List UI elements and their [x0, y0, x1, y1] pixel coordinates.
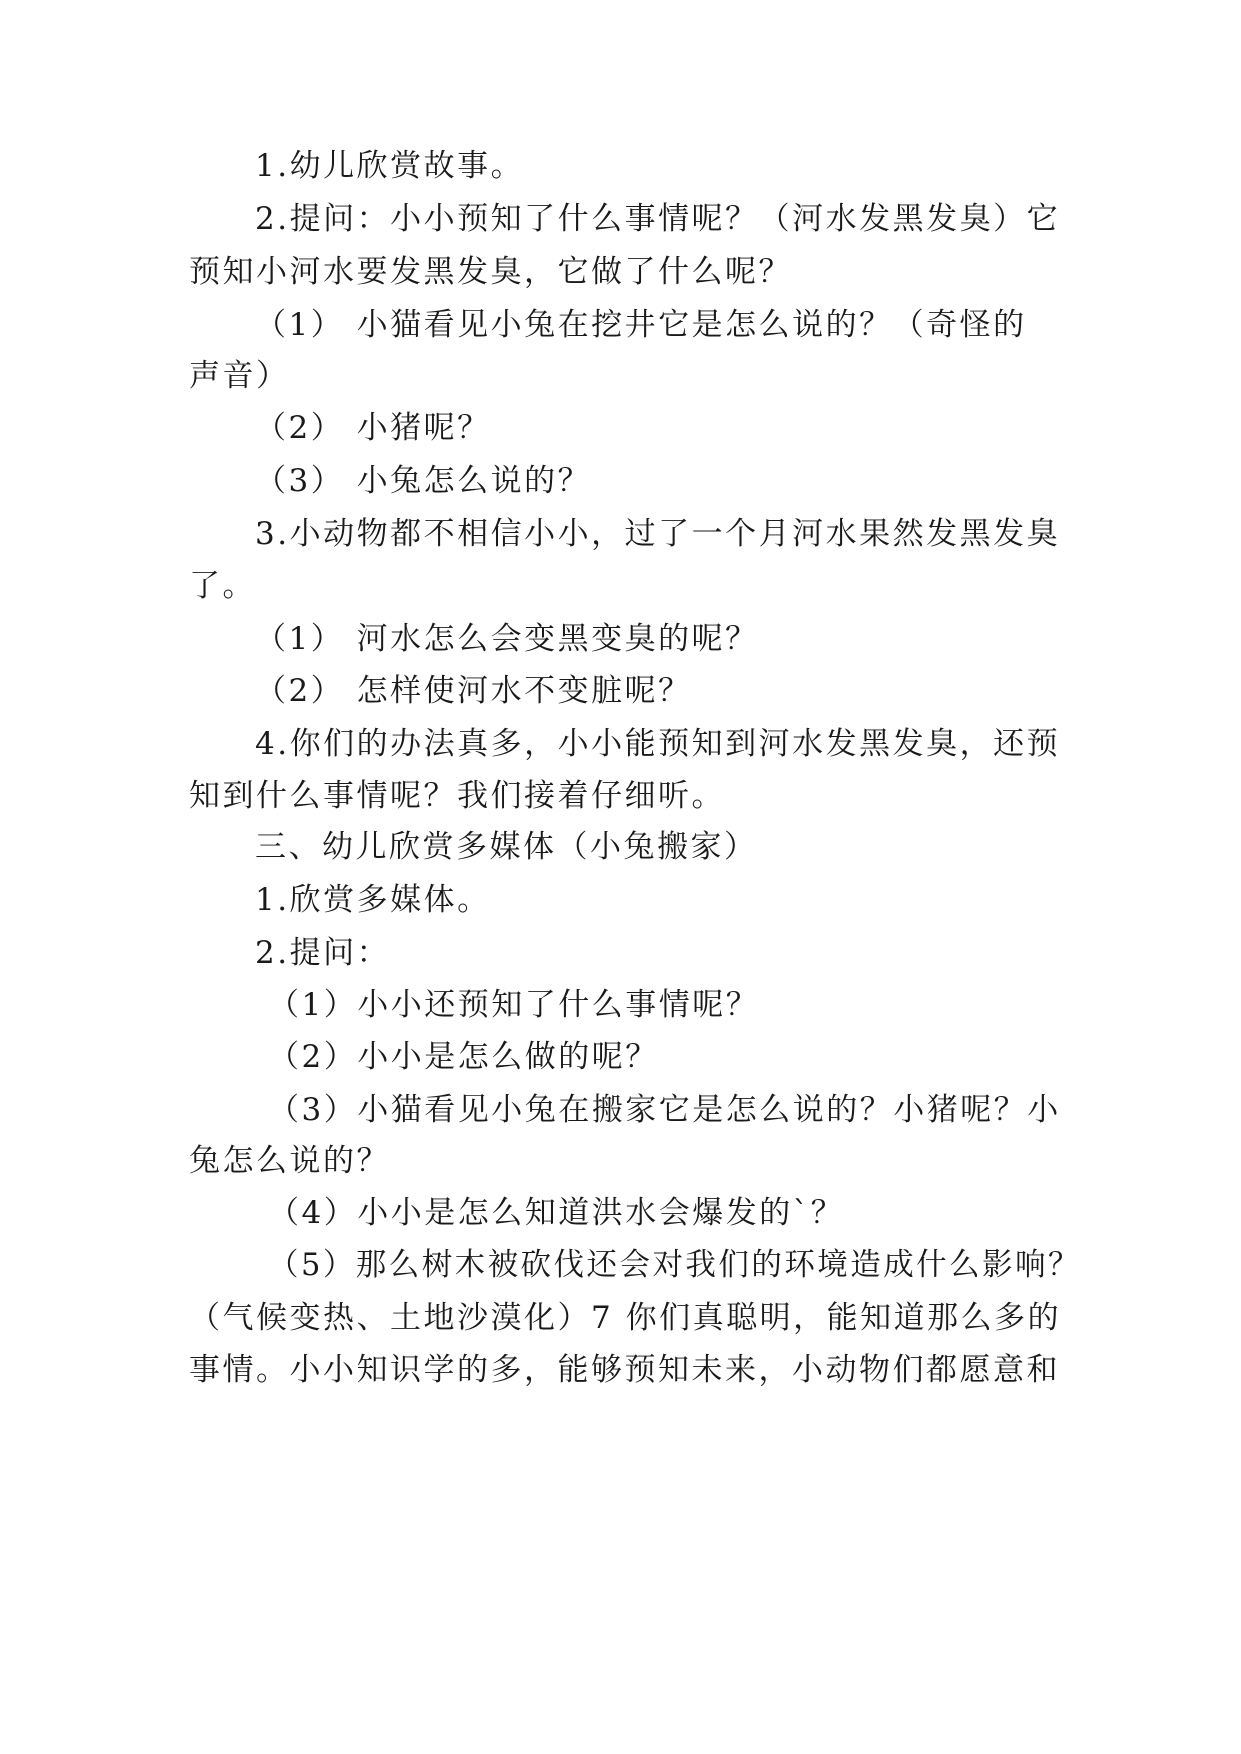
- text-line: （3） 小兔怎么说的？: [255, 463, 592, 499]
- text-line: 兔怎么说的？: [189, 1143, 390, 1179]
- text-line: 了。: [189, 568, 256, 604]
- text-line: （4）小小是怎么知道洪水会爆发的`？: [268, 1195, 845, 1231]
- text-line: （1）小小还预知了什么事情呢？: [268, 987, 760, 1023]
- text-line: 三、幼儿欣赏多媒体（小兔搬家）: [255, 829, 758, 865]
- text-line: 1.幼儿欣赏故事。: [255, 148, 525, 184]
- text-line: （1） 小猫看见小兔在挖井它是怎么说的？（奇怪的: [255, 307, 1027, 343]
- text-line: 预知小河水要发黑发臭，它做了什么呢？: [189, 254, 792, 290]
- text-line: 事情。小小知识学的多，能够预知未来，小动物们都愿意和: [189, 1352, 1060, 1388]
- text-line: 2.提问：小小预知了什么事情呢？（河水发黑发臭）它: [255, 201, 1061, 237]
- text-line: 知到什么事情呢？我们接着仔细听。: [189, 778, 725, 814]
- text-line: 2.提问：: [255, 935, 391, 971]
- text-line: 3.小动物都不相信小小，过了一个月河水果然发黑发臭: [255, 516, 1061, 552]
- text-line: 声音）: [189, 358, 290, 394]
- text-line: （2） 小猪呢？: [255, 410, 491, 446]
- text-line: 4.你们的办法真多，小小能预知到河水发黑发臭，还预: [255, 726, 1061, 762]
- text-line: （3）小猫看见小兔在搬家它是怎么说的？小猪呢？小: [268, 1092, 1061, 1128]
- text-line: （2） 怎样使河水不变脏呢？: [255, 673, 692, 709]
- text-line: 1.欣赏多媒体。: [255, 882, 491, 918]
- text-line: （5）那么树木被砍伐还会对我们的环境造成什么影响？: [268, 1247, 1082, 1283]
- text-line: （气候变热、土地沙漠化）7 你们真聪明，能知道那么多的: [189, 1300, 1062, 1336]
- text-line: （1） 河水怎么会变黑变臭的呢？: [255, 621, 759, 657]
- text-line: （2）小小是怎么做的呢？: [268, 1039, 659, 1075]
